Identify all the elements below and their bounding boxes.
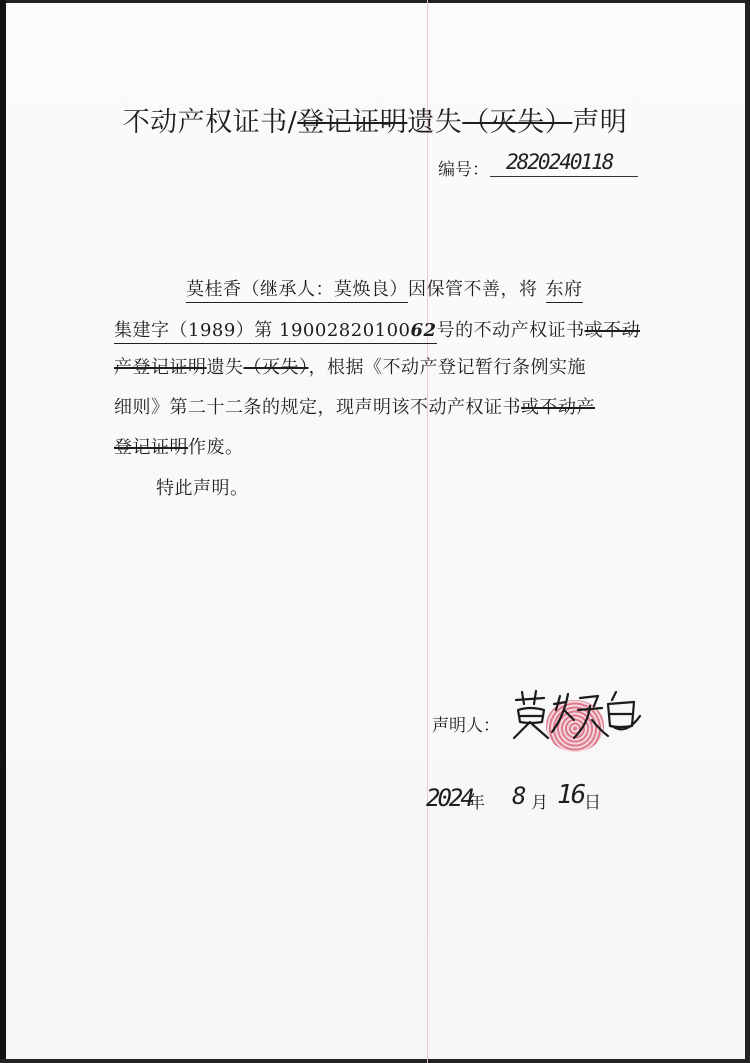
title-part-2-struck: 登记证明 [297,107,408,138]
document-title [0,100,750,139]
body-line-4 [114,393,595,419]
body-line-4-text: 细则》第二十二条的规定，现声明该不动产权证书 [114,397,521,418]
handwritten-signature [508,686,648,756]
owner-name: 莫桂香（继承人：莫焕良） [186,279,408,303]
declaration-date [426,780,626,820]
fold-line [427,0,428,1063]
cert-number-handwritten: 62 [410,320,437,341]
number-value: 2820240118 [506,150,613,174]
body-line-1 [186,275,583,301]
date-month: 8 [512,782,527,810]
cert-number [114,320,437,344]
scan-border-left [0,0,6,1063]
date-month-unit: 月 [531,793,548,813]
body-line-5-struck: 登记证明 [114,437,188,458]
scan-border-right [745,0,750,1063]
body-line-3-struck-1: 产登记证明 [114,357,207,378]
body-line-2-text: 号的不动产权证书 [436,320,585,341]
cert-number-start: 东府 [546,279,583,303]
title-part-1: 不动产权证书/ [122,107,298,138]
number-underline [490,176,638,177]
body-line-2-struck: 或不动 [584,320,641,341]
date-year: 2024 [426,784,472,812]
body-line-3-text: ，根据《不动产登记暂行条例实施 [308,357,586,378]
date-day: 16 [557,780,585,810]
title-part-4-struck: （灭失） [462,107,573,138]
scan-border-bottom [0,1059,750,1063]
body-line-4-struck: 或不动产 [521,397,595,418]
body-line-3-struck-2: （灭失） [243,357,309,378]
cert-number-text: 集建字（1989）第 19002820100 [114,320,411,341]
number-label: 编号： [438,160,489,180]
body-line-5 [114,433,244,459]
body-line-3 [114,353,586,379]
body-line-2 [114,316,640,342]
declarant-label: 声明人： [432,716,500,736]
date-year-unit: 年 [468,793,485,813]
body-line-3-mid: 遗失 [206,357,244,378]
body-line-5-text: 作废。 [188,437,244,458]
closing-statement: 特此声明。 [156,478,249,499]
title-part-3: 遗失 [407,107,463,138]
title-part-5: 声明 [572,107,628,138]
date-day-unit: 日 [584,793,601,813]
body-line-1-text: 因保管不善，将 [408,279,538,300]
